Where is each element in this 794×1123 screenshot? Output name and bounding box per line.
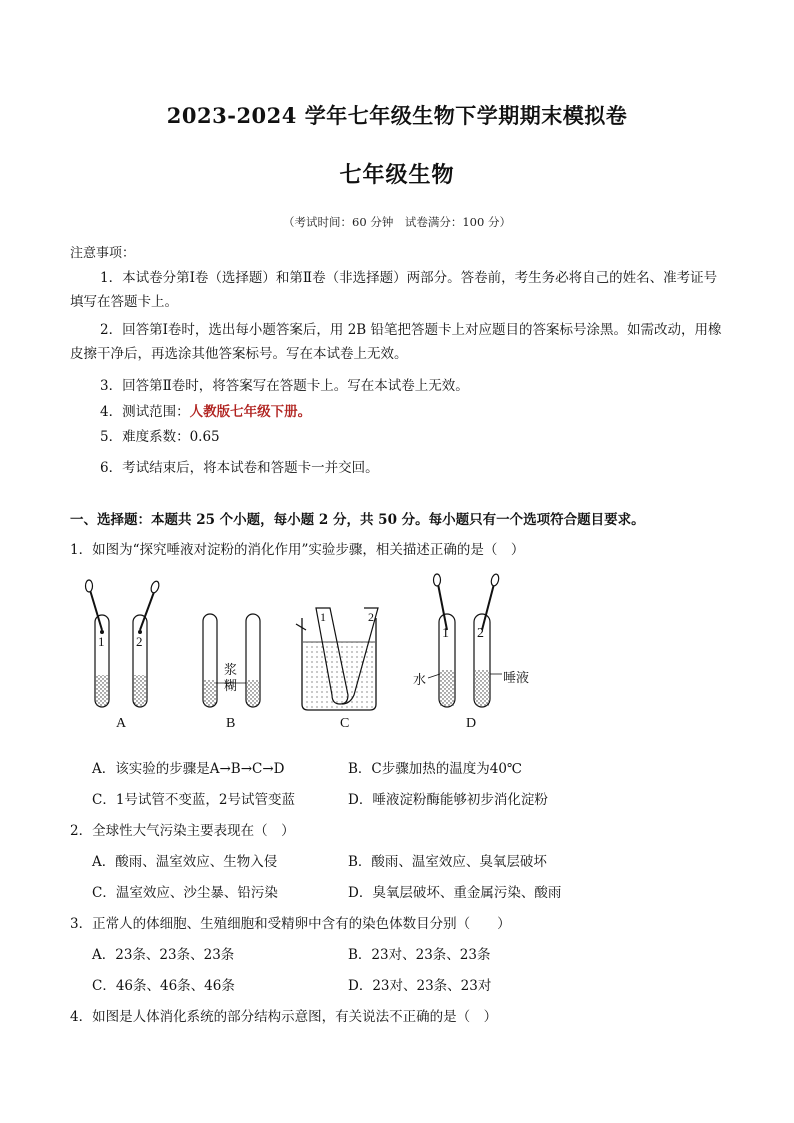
step-d-tubes xyxy=(428,573,502,707)
note-item xyxy=(70,400,730,424)
question-3-option-d: D．23对、23条、23对 xyxy=(348,978,492,994)
step-label-d: D xyxy=(466,716,477,731)
experiment-illustration xyxy=(70,570,590,735)
note-item xyxy=(70,456,730,480)
tube-label-2: 2 xyxy=(136,634,143,649)
question-4-stem: 4．如图是人体消化系统的部分结构示意图，有关说法不正确的是（ ） xyxy=(70,1009,498,1025)
notes-title: 注意事项： xyxy=(70,246,136,261)
paste-label: 浆 糊 xyxy=(224,662,238,693)
question-3-option-c: C．46条、46条、46条 xyxy=(92,978,235,994)
step-label-b: B xyxy=(226,716,236,731)
note-text: 3．回答第Ⅱ卷时，将答案写在答题卡上。写在本试卷上无效。 xyxy=(100,378,469,394)
note-prefix: 4．测试范围： xyxy=(100,404,190,420)
test-scope-highlight: 人教版七年级下册。 xyxy=(189,404,312,420)
question-2-option-c: C．温室效应、沙尘暴、铅污染 xyxy=(92,885,278,901)
section-heading: 一、选择题：本题共 25 个小题，每小题 2 分，共 50 分。每小题只有一个选项符合题目要求。 xyxy=(70,512,645,528)
saliva-label: 唾液 xyxy=(503,670,530,685)
question-1-option-d: D．唾液淀粉酶能够初步消化淀粉 xyxy=(348,792,548,808)
note-text: 6．考试结束后，将本试卷和答题卡一并交回。 xyxy=(100,460,379,476)
note-text: 5．难度系数：0.65 xyxy=(100,429,220,445)
note-item xyxy=(70,266,730,314)
question-2-option-b: B．酸雨、温室效应、臭氧层破坏 xyxy=(348,854,547,870)
exam-meta: （考试时间：60 分钟 试卷满分：100 分） xyxy=(283,215,511,229)
question-1-stem: 1．如图为“探究唾液对淀粉的消化作用”实验步骤，相关描述正确的是（ ） xyxy=(70,542,525,558)
experiment-figure xyxy=(70,570,590,735)
question-3-stem: 3．正常人的体细胞、生殖细胞和受精卵中含有的染色体数目分别（ ） xyxy=(70,916,511,932)
tube-label-1: 1 xyxy=(98,634,105,649)
note-item xyxy=(70,425,730,449)
step-label-a: A xyxy=(116,716,127,731)
note-text: 1．本试卷分第Ⅰ卷（选择题）和第Ⅱ卷（非选择题）两部分。答卷前，考生务必将自己的姓名、准考证号填写在答题卡上。 xyxy=(70,270,718,310)
question-2-option-d: D．臭氧层破坏、重金属污染、酸雨 xyxy=(348,885,562,901)
step-a-tubes xyxy=(86,580,161,707)
question-1-option-a: A．该实验的步骤是A→B→C→D xyxy=(92,761,285,777)
note-text: 2．回答第Ⅰ卷时，选出每小题答案后，用 2B 铅笔把答题卡上对应题目的答案标号涂黑。如需改动，用橡皮擦干净后，再选涂其他答案标号。写在本试卷上无效。 xyxy=(70,322,722,362)
question-3-option-b: B．23对、23条、23条 xyxy=(348,947,491,963)
step-c-beaker xyxy=(296,608,378,710)
exam-title: 2023-2024 学年七年级生物下学期期末模拟卷 xyxy=(166,103,628,128)
tube-label-1: 1 xyxy=(320,610,326,624)
tube-label-1: 1 xyxy=(442,626,449,641)
question-2-stem: 2．全球性大气污染主要表现在（ ） xyxy=(70,823,295,839)
note-item xyxy=(70,374,730,398)
question-1-option-b: B．C步骤加热的温度为40℃ xyxy=(348,761,523,777)
question-1-option-c: C．1号试管不变蓝，2号试管变蓝 xyxy=(92,792,296,808)
step-label-c: C xyxy=(340,716,350,731)
water-label: 水 xyxy=(413,672,427,687)
question-2-option-a: A．酸雨、温室效应、生物入侵 xyxy=(92,854,278,870)
tube-label-2: 2 xyxy=(368,610,374,624)
question-3-option-a: A．23条、23条、23条 xyxy=(92,947,235,963)
note-item xyxy=(70,318,730,366)
note-text xyxy=(70,400,730,424)
tube-label-2: 2 xyxy=(477,626,484,641)
exam-subtitle: 七年级生物 xyxy=(339,162,455,188)
